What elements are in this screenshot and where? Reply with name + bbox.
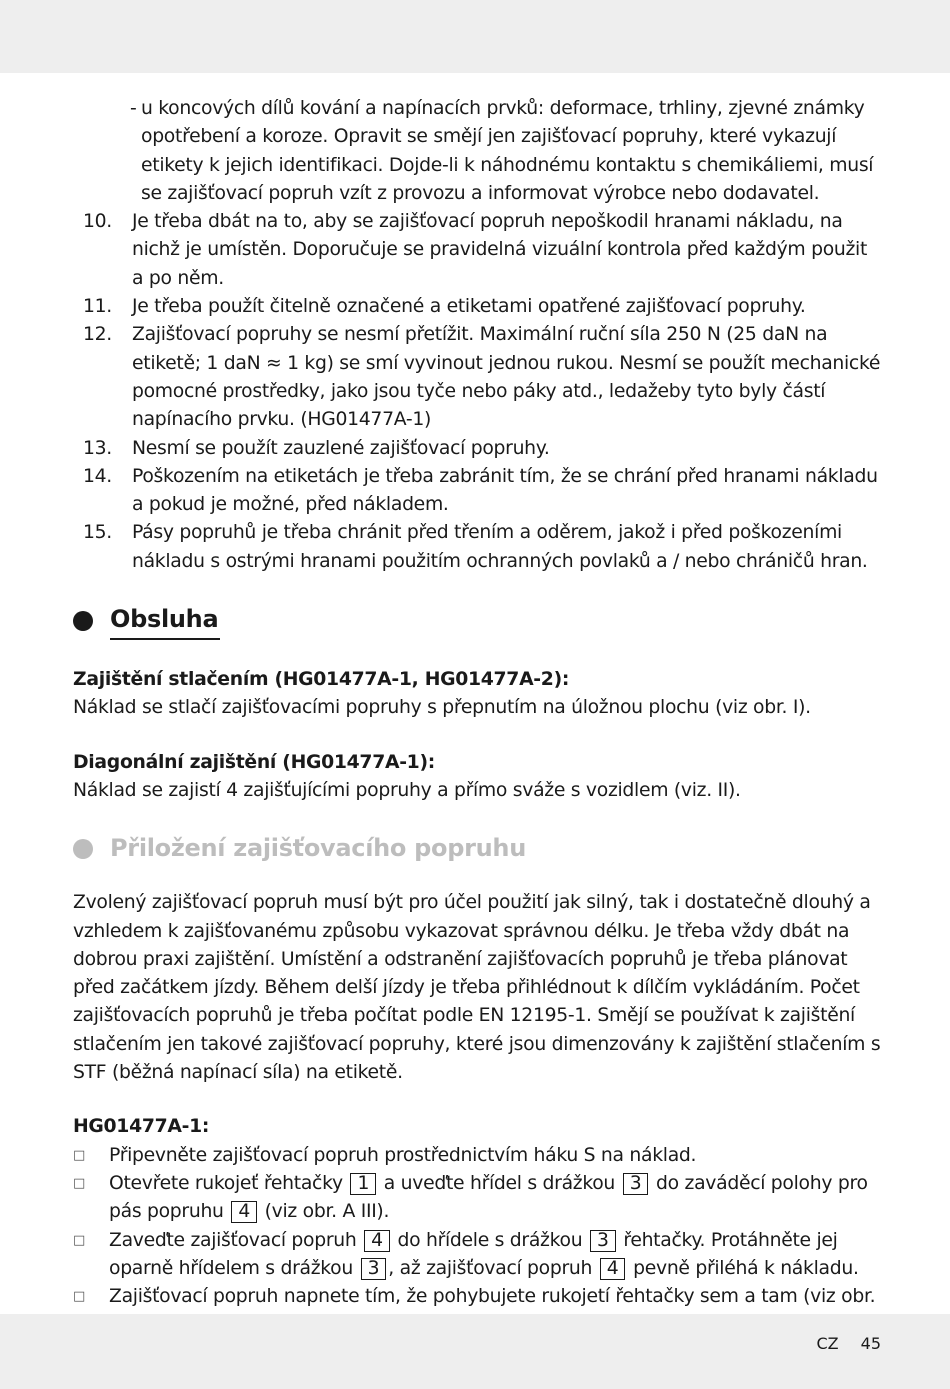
item-number: 10. (83, 211, 112, 233)
subheading: Diagonální zajištění (HG01477A-1): (73, 751, 435, 773)
section-heading-prilozeni (73, 831, 883, 867)
part-ref-box: 3 (590, 1230, 616, 1252)
step-text: Otevřete rukojeť řehtačky 1 a uveďte hřídel s drážkou 3 do zaváděcí polohy pro pás popruhu 4 (viz obr. A III). (109, 1172, 868, 1223)
checklist-item (73, 1227, 883, 1284)
section-heading-obsluha (73, 602, 883, 640)
part-ref-box: 4 (231, 1201, 257, 1223)
numbered-item (73, 293, 883, 321)
numbered-item (73, 208, 883, 293)
checklist-item (73, 1142, 883, 1170)
dash-item-text: u koncových dílů kování a napínacích prvků: deformace, trhliny, zjevné známky opotřebení a koroze. Opravit se smějí jen zajišťovací popruhy, které vykazují etikety k jejich identifikaci. Dojde-li k náhodnému kontaktu s chemikáliemi, musí se zajišťovací popruh vzít z provozu a informovat výrobce nebo dodavatel. (141, 98, 874, 204)
step-text: Připevněte zajišťovací popruh prostřednictvím háku S na náklad. (109, 1144, 697, 1166)
item-text: Pásy popruhů je třeba chránit před třením a oděrem, jakož i před poškozeními nákladu s ostrými hranami použitím ochranných povlaků a / nebo chráničů hran. (132, 522, 868, 572)
item-number: 11. (83, 296, 112, 318)
paragraph: Náklad se stlačí zajišťovacími popruhy s přepnutím na úložnou plochu (viz obr. I). (73, 697, 811, 719)
checklist-item (73, 1170, 883, 1227)
header-band (0, 0, 950, 73)
language-code: CZ (816, 1334, 839, 1353)
checkbox-square-icon: □ (73, 1289, 85, 1305)
subheading: HG01477A-1: (73, 1116, 210, 1138)
dash-list-item (130, 95, 883, 208)
numbered-item (73, 463, 883, 520)
page-number: 45 (860, 1334, 881, 1353)
subheading: Zajištění stlačením (HG01477A-1, HG01477A-2): (73, 669, 570, 691)
page-content (73, 95, 883, 1340)
part-ref-box: 1 (350, 1173, 376, 1195)
item-number: 13. (83, 437, 112, 459)
item-text: Je třeba použít čitelně označené a etiketami opatřené zajišťovací popruhy. (132, 296, 806, 318)
item-text: Nesmí se použít zauzlené zajišťovací popruhy. (132, 437, 550, 459)
numbered-item (73, 435, 883, 463)
page-footer (817, 1334, 882, 1353)
section-title: Obsluha (110, 602, 220, 640)
bullet-dot-icon (73, 839, 93, 859)
dash-mark: - (130, 98, 137, 119)
item-number: 12. (83, 324, 112, 346)
step-text: Zaveďte zajišťovací popruh 4 do hřídele s drážkou 3 řehtačky. Protáhněte jej oparně hřídelem s drážkou 3 , až zajišťovací popruh 4 pevně přiléhá k nákladu. (109, 1229, 859, 1279)
numbered-item (73, 519, 883, 576)
part-ref-box: 4 (364, 1230, 390, 1252)
step-text: Zajišťovací popruh napnete tím, že pohybujete rukojetí řehtačky sem a tam (viz obr. (109, 1286, 876, 1308)
part-ref-box: 4 (600, 1258, 626, 1280)
paragraph: Náklad se zajistí 4 zajišťujícími popruhy a přímo sváže s vozidlem (viz. II). (73, 779, 741, 801)
item-number: 15. (83, 522, 112, 544)
item-text: Poškozením na etiketách je třeba zabránit tím, že se chrání před hranami nákladu a pokud je možné, před nákladem. (132, 465, 878, 516)
bullet-dot-icon (73, 611, 93, 631)
item-number: 14. (83, 465, 112, 487)
section-title: Přiložení zajišťovacího popruhu (110, 834, 527, 863)
item-text: Zajišťovací popruhy se nesmí přetížit. Maximální ruční síla 250 N (25 daN na etiketě; 1 daN ≈ 1 kg) se smí vyvinout jednou rukou. Nesmí se použít mechanické pomocné prostředky, jako jsou tyče nebo páky atd., ledažeby tyto byly částí napínacího prvku. (HG01477A-1) (132, 324, 881, 431)
paragraph: Zvolený zajišťovací popruh musí být pro účel použití jak silný, tak i dostatečně dlouhý a vzhledem k zajišťovanému způsobu vykazovat správnou délku. Je třeba vždy dbát na dobrou praxi zajištění. Umístění a odstranění zajišťovacích popruhů je třeba plánovat před začátkem jízdy. Během delší jízdy je třeba přihlédnout k dílčím vykládáním. Počet zajišťovacích popruhů je třeba počítat podle EN 12195-1. Smějí se používat k zajištění stlačením jen takové zajišťovací popruhy, které jsou dimenzovány k zajištění stlačením s STF (běžná napínací síla) na etiketě. (73, 892, 881, 1084)
part-ref-box: 3 (623, 1173, 649, 1195)
part-ref-box: 3 (361, 1258, 387, 1280)
checkbox-square-icon: □ (73, 1232, 85, 1248)
item-text: Je třeba dbát na to, aby se zajišťovací popruh nepoškodil hranami nákladu, na nichž je umístěn. Doporučuje se pravidelná vizuální kontrola před každým použit a po něm. (132, 211, 868, 289)
footer-band (0, 1314, 950, 1389)
numbered-item (73, 321, 883, 434)
checkbox-square-icon: □ (73, 1175, 85, 1191)
checkbox-square-icon: □ (73, 1147, 85, 1163)
